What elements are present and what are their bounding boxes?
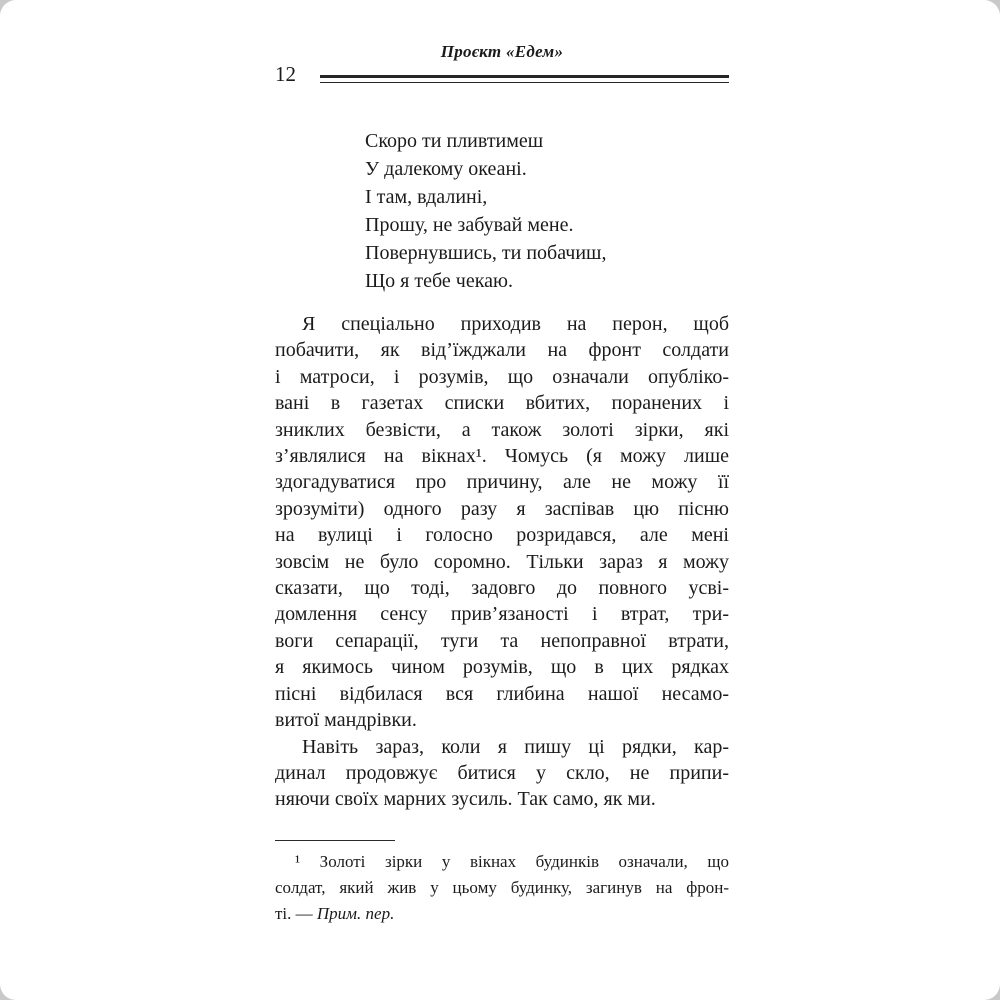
body-text <box>275 311 729 813</box>
body-line: і матроси, і розумів, що означали опубліко- <box>275 365 729 388</box>
header-double-rule <box>320 75 729 83</box>
body-line: Я спеціально приходив на перон, щоб <box>302 313 729 335</box>
body-line: динал продовжує битися у скло, не припи- <box>275 761 729 784</box>
footnote <box>275 840 729 927</box>
body-line: на вулиці і голосно розридався, але мені <box>275 524 729 547</box>
footnote-line: ¹ Золоті зірки у вікнах будинків означали, що <box>295 852 729 871</box>
body-line: зниклих безвісти, а також золоті зірки, які <box>275 418 729 441</box>
paragraph-1 <box>275 311 729 734</box>
header-row <box>275 64 729 85</box>
body-line: здогадуватися про причину, але не можу її <box>275 471 729 494</box>
poem-line: Скоро ти пливтимеш <box>365 130 544 152</box>
body-line: пісні відбилася вся глибина нашої несамо- <box>275 682 729 705</box>
body-line: вані в газетах списки вбитих, поранених і <box>275 392 729 415</box>
paragraph-2 <box>275 734 729 813</box>
body-line: сказати, що тоді, задовго до повного усві- <box>275 577 729 600</box>
body-line: зрозуміти) одного разу я заспівав цю пісню <box>275 497 729 520</box>
poem-line: Повернувшись, ти побачиш, <box>365 242 607 264</box>
poem-line: Що я тебе чекаю. <box>365 270 513 292</box>
body-line: домлення сенсу прив’язаності і втрат, три- <box>275 603 729 626</box>
footnote-line: солдат, який жив у цьому будинку, загинув на фрон- <box>275 878 729 897</box>
poem-line: У далекому океані. <box>365 158 527 180</box>
page-number: 12 <box>275 62 296 86</box>
body-line: Навіть зараз, коли я пишу ці рядки, кар- <box>302 735 729 758</box>
poem-line: І там, вдалині, <box>365 186 488 208</box>
body-line: побачити, як від’їжджали на фронт солдати <box>275 339 729 362</box>
body-line: витої мандрівки. <box>275 709 417 732</box>
poem <box>365 127 729 295</box>
body-line: з’являлися на вікнах¹. Чомусь (я можу лише <box>275 445 729 468</box>
body-line: няючи своїх марних зусиль. Так само, як ми. <box>275 788 656 811</box>
footnote-translator-note: Прим. пер. <box>316 904 395 923</box>
footnote-line <box>275 901 729 927</box>
running-header <box>275 42 729 85</box>
body-line: я якимось чином розумів, що в цих рядках <box>275 656 729 679</box>
footnote-line-text: ті. — <box>275 904 317 923</box>
text-block <box>275 42 729 813</box>
header-title: Проєкт «Едем» <box>440 42 564 61</box>
poem-line: Прошу, не забувай мене. <box>365 214 574 236</box>
body-line: воги сепарації, туги та непоправної втрати, <box>275 629 729 652</box>
body-line: зовсім не було соромно. Тільки зараз я можу <box>275 550 729 573</box>
footnote-rule <box>275 840 395 841</box>
